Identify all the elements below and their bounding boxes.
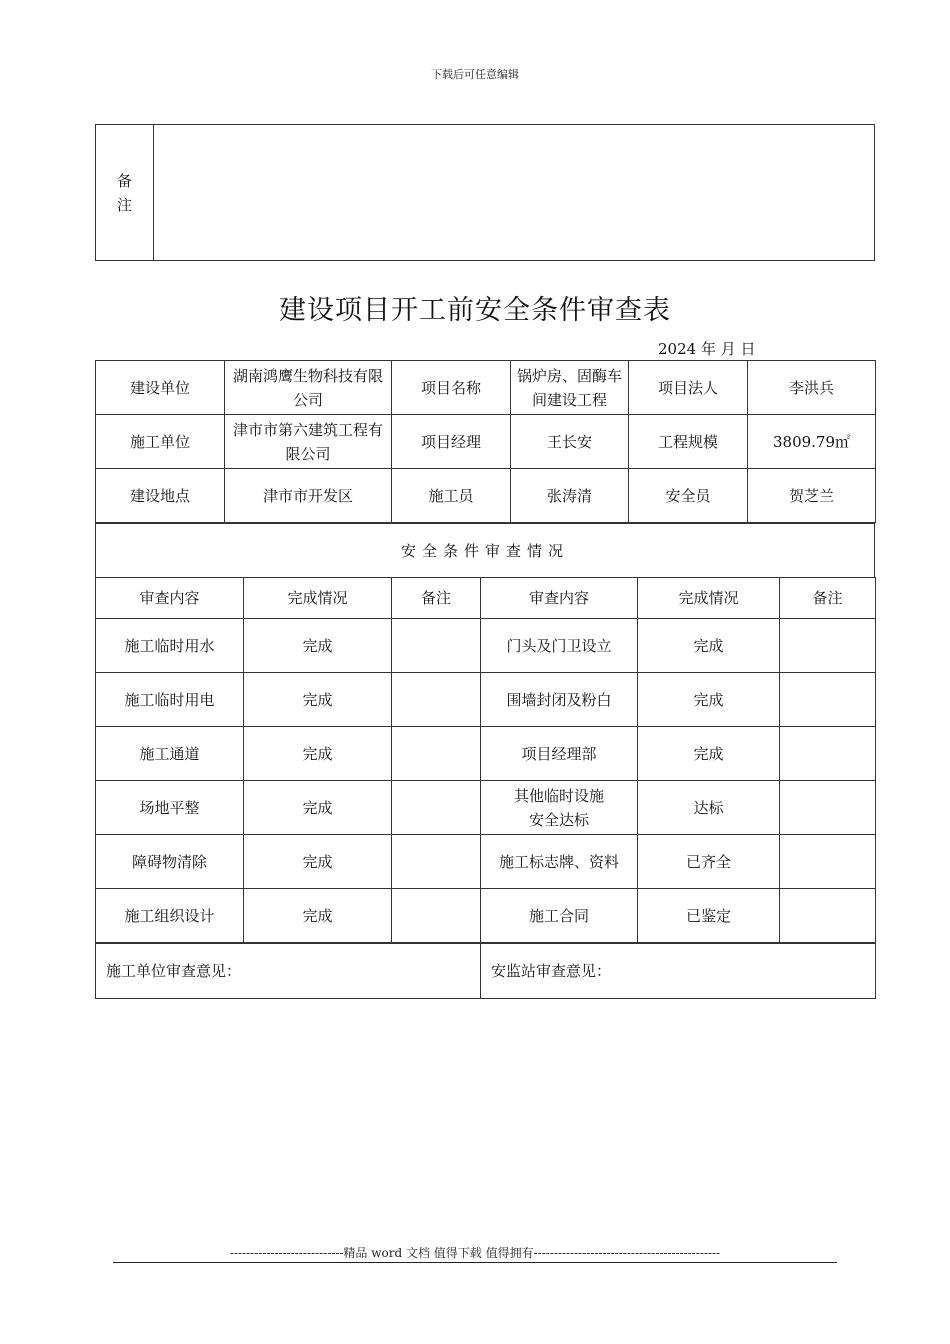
remark-label-line1: 备 — [116, 171, 132, 190]
table-row — [96, 835, 876, 889]
info-value: 津市市开发区 — [225, 469, 392, 523]
info-row — [96, 361, 876, 415]
check-item: 场地平整 — [96, 781, 244, 835]
check-item: 围墙封闭及粉白 — [481, 673, 638, 727]
info-label: 建设地点 — [96, 469, 225, 523]
opinion-table — [95, 943, 876, 999]
check-remark[interactable] — [780, 889, 876, 943]
column-header: 完成情况 — [638, 578, 780, 619]
info-value: 锅炉房、固酶车间建设工程 — [511, 361, 629, 415]
info-value: 张涛清 — [511, 469, 629, 523]
check-status: 完成 — [244, 889, 392, 943]
check-remark[interactable] — [780, 727, 876, 781]
project-info-table — [95, 360, 876, 523]
remark-label-line2: 注 — [116, 195, 132, 214]
check-remark[interactable] — [392, 727, 481, 781]
info-label: 工程规模 — [629, 415, 748, 469]
check-remark[interactable] — [780, 673, 876, 727]
info-label: 项目法人 — [629, 361, 748, 415]
check-status: 完成 — [244, 727, 392, 781]
check-item: 障碍物清除 — [96, 835, 244, 889]
info-value: 3809.79㎡ — [748, 415, 876, 469]
check-remark[interactable] — [780, 781, 876, 835]
section-title: 安全条件审查情况 — [96, 524, 875, 578]
check-item: 施工标志牌、资料 — [481, 835, 638, 889]
check-remark[interactable] — [392, 619, 481, 673]
remark-table — [95, 124, 875, 261]
check-item: 其他临时设施安全达标 — [481, 781, 638, 835]
safety-station-opinion[interactable]: 安监站审查意见： — [481, 944, 876, 999]
info-value: 李洪兵 — [748, 361, 876, 415]
info-label: 项目名称 — [392, 361, 511, 415]
date-line: 2024 年 月 日 — [658, 340, 756, 358]
column-header: 审查内容 — [481, 578, 638, 619]
table-row — [96, 673, 876, 727]
table-row — [96, 781, 876, 835]
remark-label — [96, 125, 154, 261]
info-value: 贺芝兰 — [748, 469, 876, 523]
table-row — [96, 619, 876, 673]
check-item: 项目经理部 — [481, 727, 638, 781]
table-row — [96, 727, 876, 781]
check-status: 完成 — [244, 835, 392, 889]
check-item: 施工临时用水 — [96, 619, 244, 673]
check-status: 已鉴定 — [638, 889, 780, 943]
footer-note: ----------------------------精品 word 文档 值得下载 值得拥有---------------------------------------------- — [229, 1246, 721, 1260]
check-remark[interactable] — [392, 889, 481, 943]
info-value: 王长安 — [511, 415, 629, 469]
check-remark[interactable] — [392, 835, 481, 889]
check-remark[interactable] — [780, 835, 876, 889]
info-label: 项目经理 — [392, 415, 511, 469]
section-title-table — [95, 523, 875, 578]
page-title: 建设项目开工前安全条件审查表 — [279, 295, 671, 326]
column-header: 备注 — [392, 578, 481, 619]
check-status: 完成 — [244, 619, 392, 673]
check-status: 完成 — [244, 673, 392, 727]
column-header: 完成情况 — [244, 578, 392, 619]
column-header: 备注 — [780, 578, 876, 619]
info-label: 施工单位 — [96, 415, 225, 469]
column-header: 审查内容 — [96, 578, 244, 619]
check-item: 施工临时用电 — [96, 673, 244, 727]
check-status: 完成 — [244, 781, 392, 835]
check-status: 已齐全 — [638, 835, 780, 889]
info-value: 津市市第六建筑工程有限公司 — [225, 415, 392, 469]
info-label: 建设单位 — [96, 361, 225, 415]
check-header-row — [96, 578, 876, 619]
header-note: 下载后可任意编辑 — [431, 68, 519, 81]
safety-check-table — [95, 577, 876, 943]
check-remark[interactable] — [392, 781, 481, 835]
footer-divider — [113, 1262, 837, 1263]
check-status: 完成 — [638, 673, 780, 727]
check-remark[interactable] — [392, 673, 481, 727]
check-item: 施工组织设计 — [96, 889, 244, 943]
check-remark[interactable] — [780, 619, 876, 673]
info-label: 安全员 — [629, 469, 748, 523]
remark-content[interactable] — [154, 125, 875, 261]
info-label: 施工员 — [392, 469, 511, 523]
info-row — [96, 415, 876, 469]
check-item: 施工通道 — [96, 727, 244, 781]
check-status: 完成 — [638, 727, 780, 781]
check-status: 完成 — [638, 619, 780, 673]
info-value: 湖南鸿鹰生物科技有限公司 — [225, 361, 392, 415]
check-item: 施工合同 — [481, 889, 638, 943]
construction-unit-opinion[interactable]: 施工单位审查意见： — [96, 944, 481, 999]
check-item: 门头及门卫设立 — [481, 619, 638, 673]
table-row — [96, 889, 876, 943]
info-row — [96, 469, 876, 523]
check-status: 达标 — [638, 781, 780, 835]
